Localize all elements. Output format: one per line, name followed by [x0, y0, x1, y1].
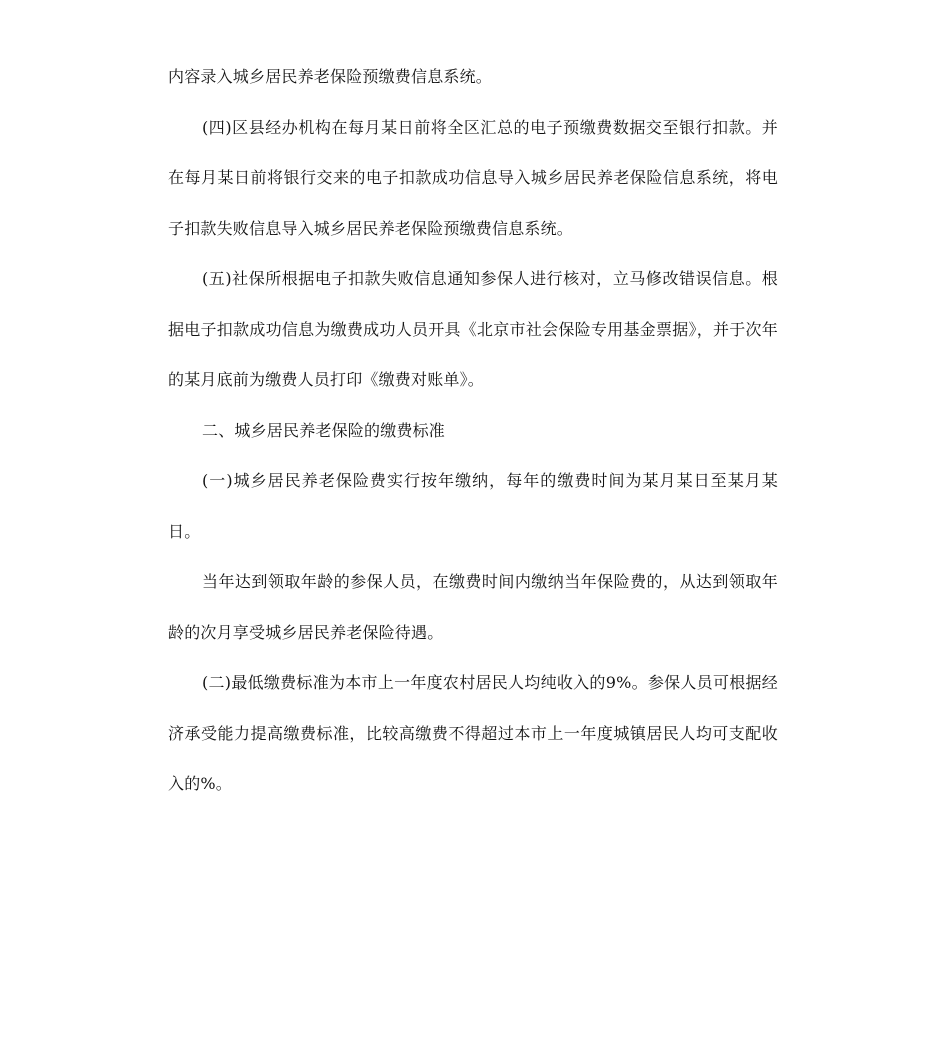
paragraph-item-2: (二)最低缴费标准为本市上一年度农村居民人均纯收入的9%。参保人员可根据经济承受能力提高缴费标准，比较高缴费不得超过本市上一年度城镇居民人均可支配收入的%。 — [168, 673, 778, 793]
paragraph-item-5: (五)社保所根据电子扣款失败信息通知参保人进行核对，立马修改错误信息。根据电子扣款成功信息为缴费成功人员开具《北京市社会保险专用基金票据》，并于次年的某月底前为缴费人员打印《缴费对账单》。 — [168, 269, 778, 389]
document-body — [168, 52, 778, 810]
paragraph-note: 当年达到领取年龄的参保人员，在缴费时间内缴纳当年保险费的，从达到领取年龄的次月享受城乡居民养老保险待遇。 — [168, 572, 778, 642]
paragraph-item-1: (一)城乡居民养老保险费实行按年缴纳，每年的缴费时间为某月某日至某月某日。 — [168, 471, 778, 541]
paragraph-continuation: 内容录入城乡居民养老保险预缴费信息系统。 — [168, 67, 493, 86]
paragraph-item-4: (四)区县经办机构在每月某日前将全区汇总的电子预缴费数据交至银行扣款。并在每月某日前将银行交来的电子扣款成功信息导入城乡居民养老保险信息系统，将电子扣款失败信息导入城乡居民养老保险预缴费信息系统。 — [168, 117, 778, 238]
section-heading-2: 二、城乡居民养老保险的缴费标准 — [202, 420, 446, 440]
